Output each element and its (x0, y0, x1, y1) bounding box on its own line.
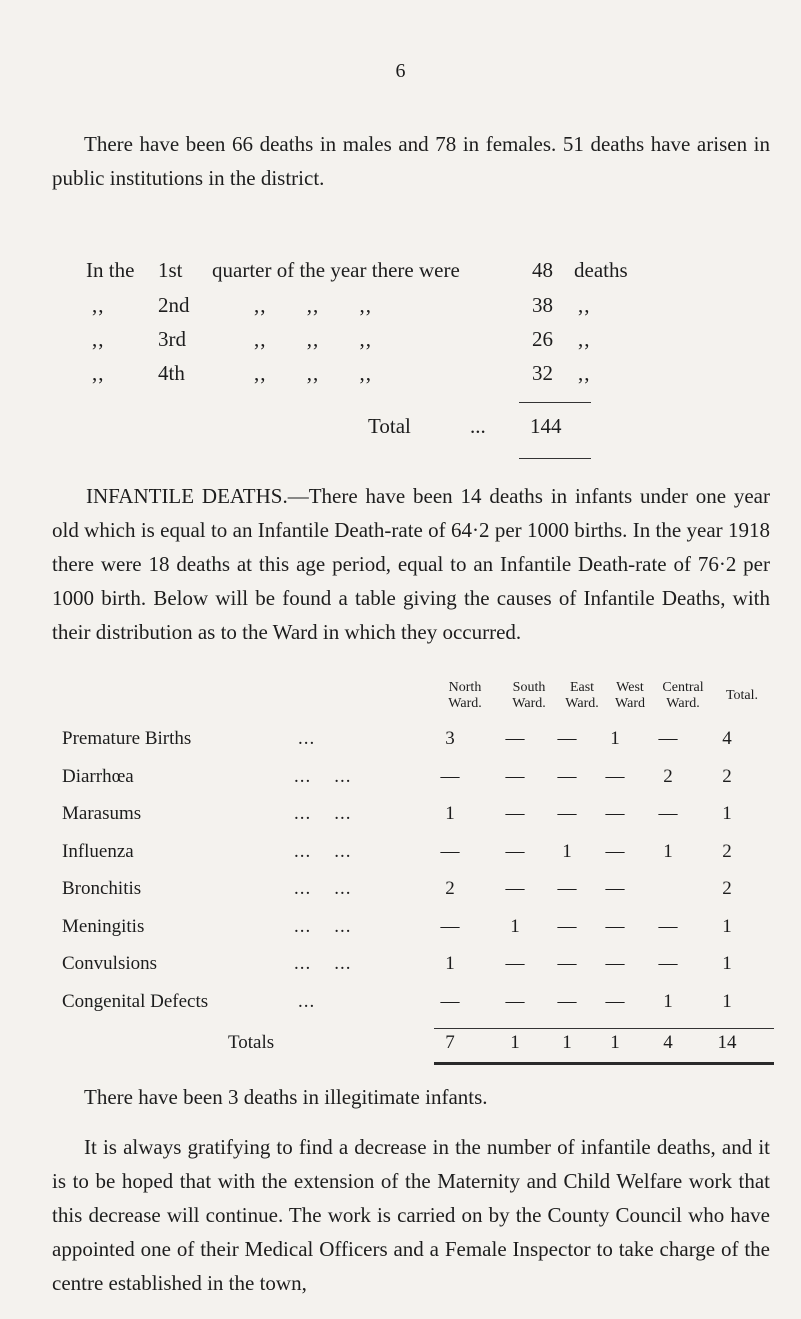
quarter-suffix: ,, (578, 293, 591, 317)
totals-label: Totals (228, 1032, 275, 1053)
row-label: Convulsions (62, 953, 158, 974)
row-label: Congenital Defects (62, 990, 209, 1012)
totals-rule-top (434, 1028, 774, 1029)
quarter-value: 48 (532, 258, 553, 282)
table-cell: — (440, 915, 460, 937)
quarter-prefix: ,, (92, 361, 105, 385)
table-cell: 1 (562, 840, 572, 862)
row-leader-dots: ... ... (294, 840, 352, 862)
quarter-text: ,, ,, ,, (254, 293, 372, 317)
quarter-suffix: deaths (574, 258, 628, 282)
table-cell: — (557, 878, 577, 899)
table-cell: — (557, 803, 577, 824)
totals-cell: 4 (663, 1032, 673, 1053)
table-cell: 3 (445, 728, 455, 749)
table-cell: — (557, 915, 577, 937)
row-leader-dots: ... ... (294, 915, 352, 937)
row-leader-dots: ... ... (294, 803, 352, 824)
table-cell: 1 (663, 990, 673, 1012)
quarter-text: quarter of the year there were (212, 258, 460, 282)
paragraph-maternity-welfare: It is always gratifying to find a decrease in the number of infantile deaths, and it is to be hoped that with the extension of the Maternity and Child Welfare work that this decrease will continue. The work is carried on by the County Council who have appointed one of their Medical Officers and a Female Inspector to take charge of the centre established in the town, (52, 1135, 770, 1295)
table-cell: — (658, 953, 678, 974)
paragraph-infantile-deaths: INFANTILE DEATHS.—There have been 14 deaths in infants under one year old which is equal to an Infantile Death-rate of 64·2 per 1000 births. In the year 1918 there were 18 deaths at this age period, equal to an Infantile Death-rate of 76·2 per 1000 birth. Below will be found a table giving the causes of Infantile Deaths, with their distribution as to the Ward in which they occurred. (52, 484, 770, 644)
table-cell: — (658, 915, 678, 937)
column-header-south: South Ward. (512, 680, 546, 711)
totals-cell: 7 (445, 1032, 455, 1053)
quarter-ordinal: 3rd (158, 327, 186, 351)
column-header-west: West Ward (615, 680, 645, 711)
table-cell: — (505, 953, 525, 974)
quarter-prefix: In the (86, 258, 135, 282)
table-cell: 1 (722, 990, 732, 1012)
table-cell: — (440, 840, 460, 862)
quarter-prefix: ,, (92, 293, 105, 317)
table-cell: — (605, 990, 625, 1012)
table-cell: 4 (722, 728, 732, 749)
quarter-ordinal: 1st (158, 258, 183, 282)
row-label: Premature Births (62, 728, 192, 749)
table-cell: 1 (722, 915, 732, 937)
table-cell: 1 (445, 953, 455, 974)
totals-rule-bottom (434, 1062, 774, 1065)
table-cell: — (658, 803, 678, 824)
table-cell: — (505, 728, 525, 749)
table-cell: — (605, 878, 625, 899)
column-header-east: East Ward. (565, 680, 599, 711)
quarter-suffix: ,, (578, 361, 591, 385)
table-cell: — (505, 990, 525, 1012)
table-cell: 2 (722, 765, 732, 787)
quarter-value: 38 (532, 293, 553, 317)
table-cell: — (557, 990, 577, 1012)
page-number: 6 (395, 60, 406, 82)
paragraph-deaths-by-sex: There have been 66 deaths in males and 78 in females. 51 deaths have arisen in public institutions in the district. (52, 132, 770, 190)
table-cell: — (605, 915, 625, 937)
quarters-total-dots: ... (470, 414, 486, 438)
quarter-text: ,, ,, ,, (254, 361, 372, 385)
quarter-ordinal: 4th (158, 361, 185, 385)
totals-cell: 1 (610, 1032, 620, 1053)
row-leader-dots: ... ... (294, 953, 352, 974)
paragraph-illegitimate: There have been 3 deaths in illegitimate infants. (84, 1085, 488, 1109)
table-cell: — (557, 765, 577, 787)
table-cell: 1 (722, 803, 732, 824)
table-cell: 1 (445, 803, 455, 824)
table-cell: 1 (722, 953, 732, 974)
table-cell: — (605, 765, 625, 787)
table-cell: 2 (445, 878, 455, 899)
quarter-value: 26 (532, 327, 553, 351)
row-leader-dots: ... ... (294, 765, 352, 787)
quarters-total-value: 144 (530, 414, 562, 438)
quarter-ordinal: 2nd (158, 293, 190, 317)
table-cell: — (505, 878, 525, 899)
row-leader-dots: ... ... (294, 878, 352, 899)
table-cell: — (505, 803, 525, 824)
row-label: Bronchitis (62, 878, 142, 899)
row-label: Diarrhœa (62, 765, 134, 787)
quarters-total-label: Total (368, 414, 411, 438)
quarter-prefix: ,, (92, 327, 105, 351)
totals-cell: 1 (562, 1032, 572, 1053)
table-cell: — (505, 840, 525, 862)
column-header-north: North Ward. (448, 680, 482, 711)
column-header-total: Total. (725, 688, 759, 703)
column-header-central: Central Ward. (662, 680, 704, 711)
table-cell: 2 (722, 840, 732, 862)
row-label: Marasums (62, 803, 142, 824)
table-cell: — (605, 953, 625, 974)
table-cell: 2 (663, 765, 673, 787)
totals-cell: 14 (717, 1032, 737, 1053)
table-cell: — (557, 953, 577, 974)
table-cell: — (605, 803, 625, 824)
table-cell: 1 (610, 728, 620, 749)
table-cell: 1 (663, 840, 673, 862)
table-cell: — (605, 840, 625, 862)
total-rule-top (519, 402, 591, 403)
totals-cell: 1 (510, 1032, 520, 1053)
table-cell: — (658, 728, 678, 749)
row-label: Influenza (62, 840, 134, 862)
total-rule-bottom (519, 458, 591, 459)
table-cell: — (440, 990, 460, 1012)
row-leader-dots: ... (298, 990, 316, 1012)
table-cell: — (505, 765, 525, 787)
table-cell: 1 (510, 915, 520, 937)
quarter-suffix: ,, (578, 327, 591, 351)
quarter-value: 32 (532, 361, 553, 385)
table-cell: — (557, 728, 577, 749)
quarter-text: ,, ,, ,, (254, 327, 372, 351)
table-cell: 2 (722, 878, 732, 899)
row-label: Meningitis (62, 915, 145, 937)
row-leader-dots: ... (298, 728, 316, 749)
table-cell: — (440, 765, 460, 787)
